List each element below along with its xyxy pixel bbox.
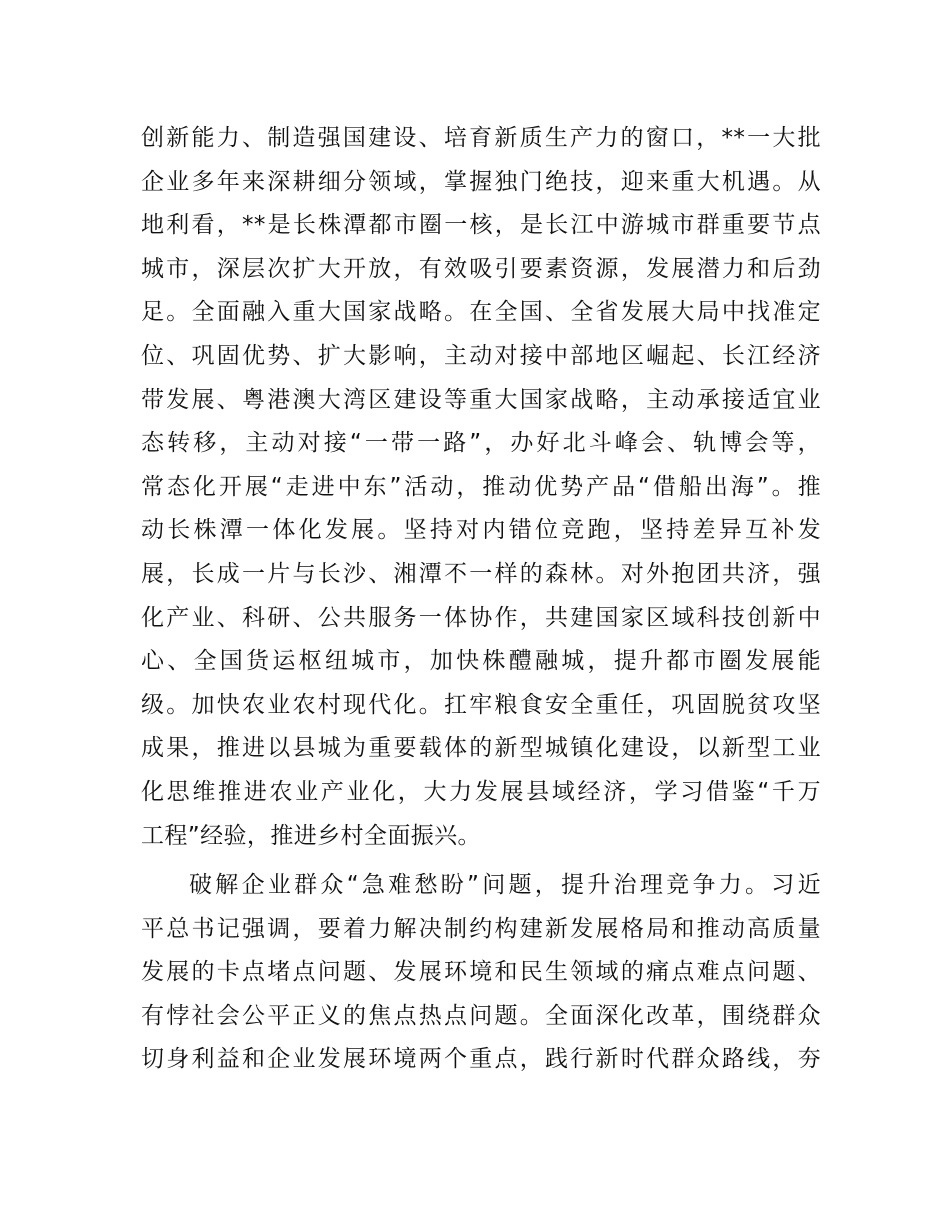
text-line: 位、巩固优势、扩大影响，主动对接中部地区崛起、长江经济: [141, 342, 821, 369]
text-line: 足。全面融入重大国家战略。在全国、全省发展大局中找准定: [141, 299, 821, 326]
paragraph-1: [141, 117, 821, 858]
text-line: 破解企业群众“急难愁盼”问题，提升治理竞争力。习近: [189, 872, 821, 899]
text-line: 带发展、粤港澳大湾区建设等重大国家战略，主动承接适宜业: [141, 386, 821, 413]
text-line: 动长株潭一体化发展。坚持对内错位竞跑，坚持差异互补发: [141, 517, 821, 544]
text-line: 工程”经验，推进乡村全面振兴。: [141, 822, 481, 849]
text-line: 级。加快农业农村现代化。扛牢粮食安全重任，巩固脱贫攻坚: [141, 691, 821, 718]
text-line: 化产业、科研、公共服务一体协作，共建国家区域科技创新中: [141, 604, 821, 631]
text-line: 化思维推进农业产业化，大力发展县域经济，学习借鉴“千万: [141, 778, 821, 805]
text-line: 创新能力、制造强国建设、培育新质生产力的窗口，**一大批: [141, 125, 821, 151]
text-line: 切身利益和企业发展环境两个重点，践行新时代群众路线，夯: [141, 1046, 821, 1073]
body-text: [141, 117, 821, 1082]
text-line: 地利看，**是长株潭都市圈一核，是长江中游城市群重要节点: [141, 212, 821, 239]
text-line: 心、全国货运枢纽城市，加快株醴融城，提升都市圈发展能: [141, 648, 821, 675]
text-line: 成果，推进以县城为重要载体的新型城镇化建设，以新型工业: [141, 735, 821, 762]
text-line: 城市，深层次扩大开放，有效吸引要素资源，发展潜力和后劲: [141, 255, 821, 282]
text-line: 企业多年来深耕细分领域，掌握独门绝技，迎来重大机遇。从: [141, 168, 821, 195]
text-line: 态转移，主动对接“一带一路”，办好北斗峰会、轨博会等，: [141, 430, 821, 457]
text-line: 平总书记强调，要着力解决制约构建新发展格局和推动高质量: [141, 915, 821, 942]
text-line: 展，长成一片与长沙、湘潭不一样的森林。对外抱团共济，强: [141, 560, 821, 587]
text-line: 发展的卡点堵点问题、发展环境和民生领域的痛点难点问题、: [141, 959, 821, 986]
text-line: 常态化开展“走进中东”活动，推动优势产品“借船出海”。推: [141, 473, 821, 500]
text-line: 有悖社会公平正义的焦点热点问题。全面深化改革，围绕群众: [141, 1002, 821, 1029]
paragraph-2: [141, 864, 821, 1082]
